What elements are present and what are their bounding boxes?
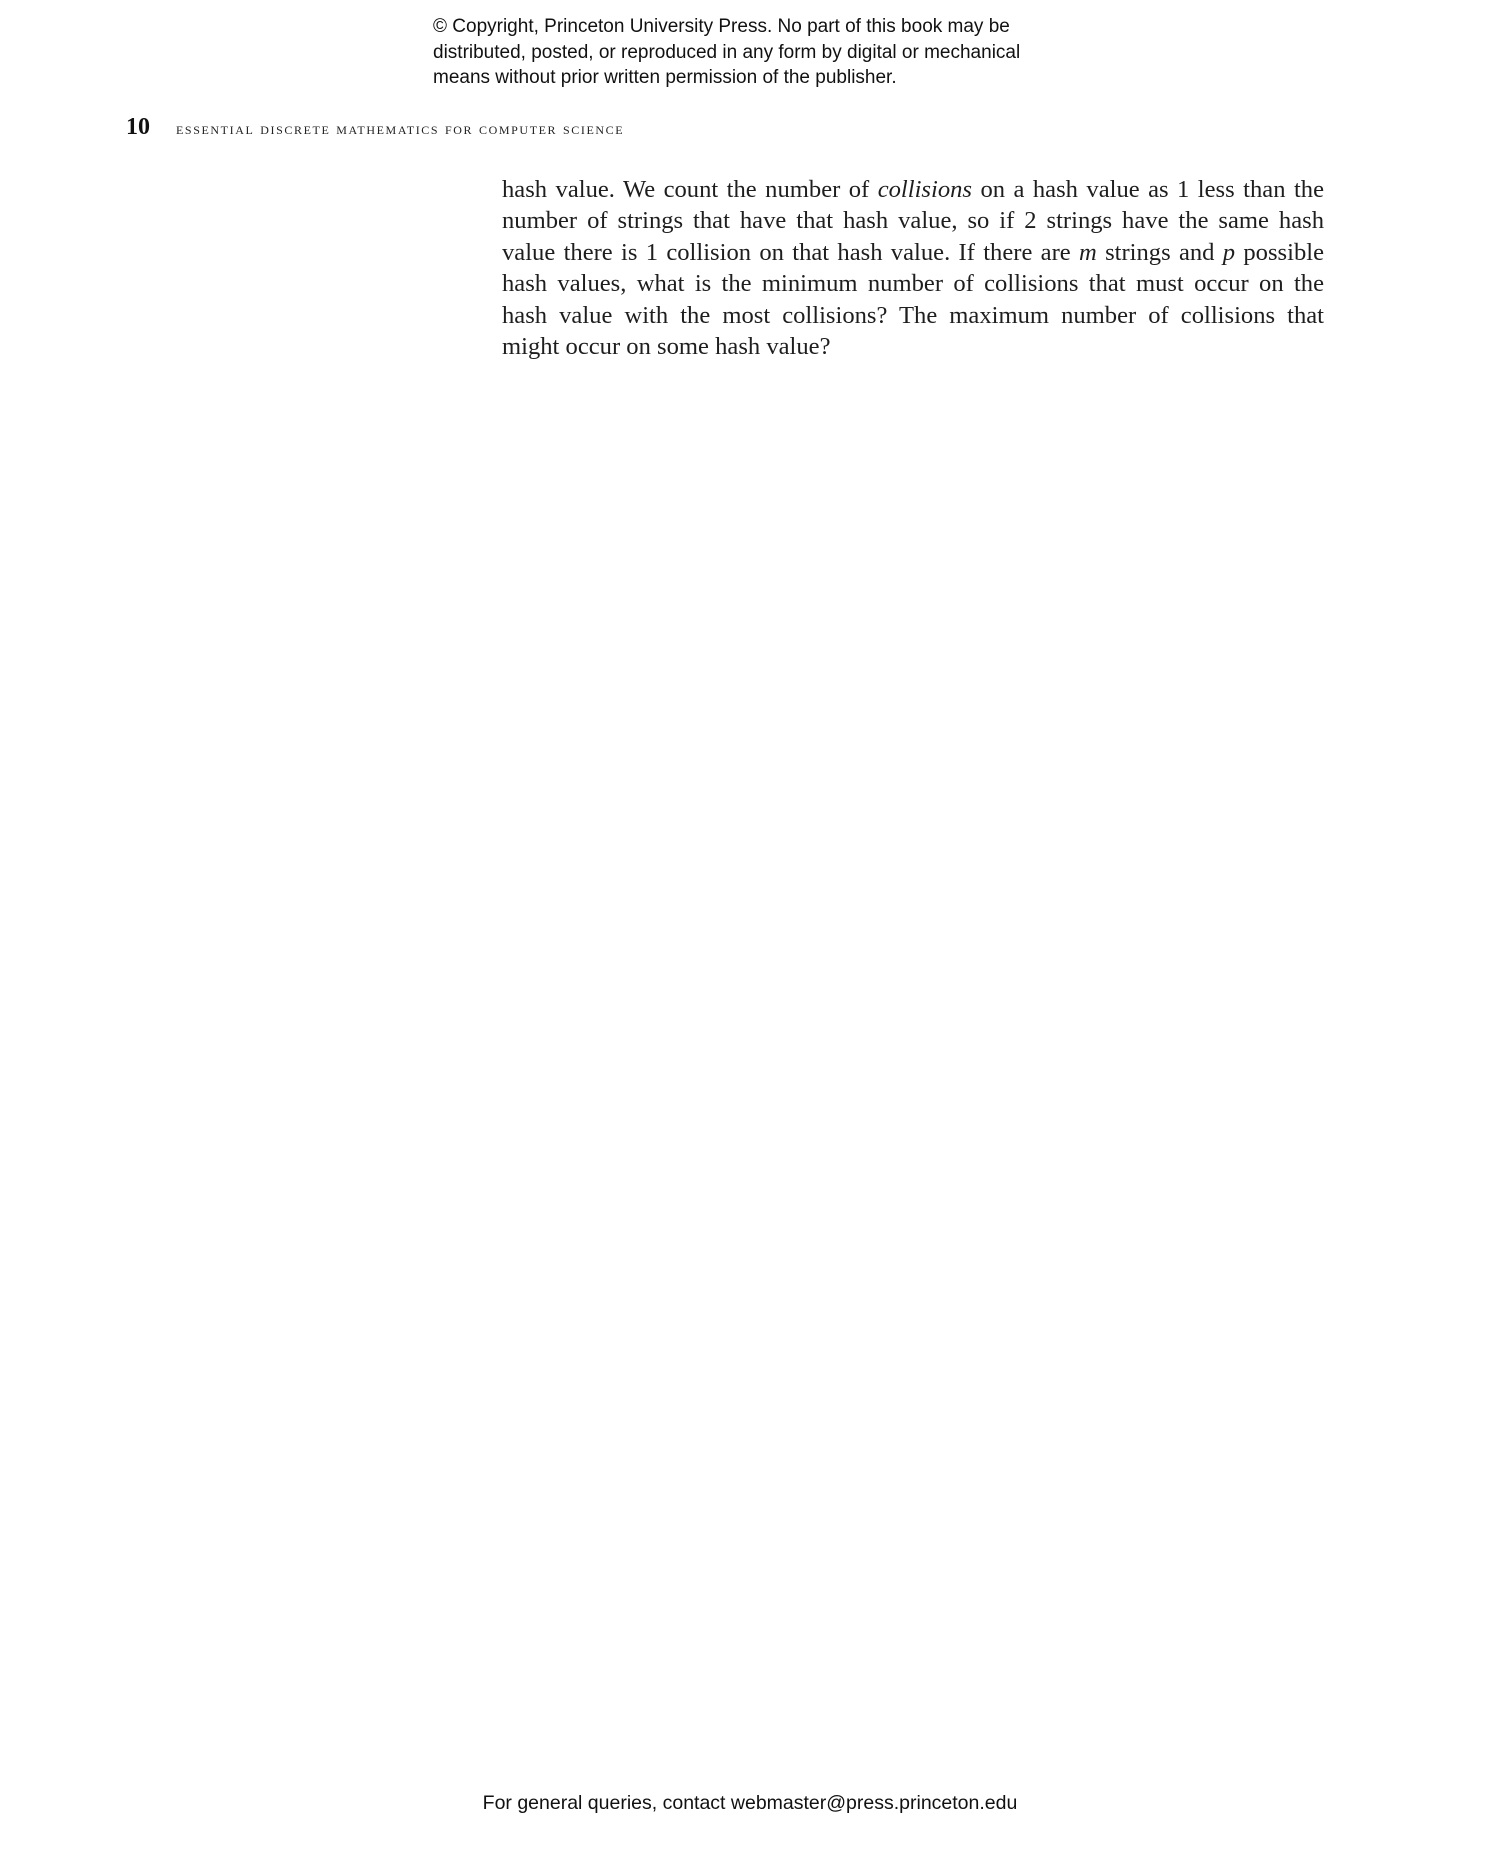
- footer-contact: For general queries, contact webmaster@press.princeton.edu: [482, 1792, 1018, 1814]
- copyright-line: distributed, posted, or reproduced in any form by digital or mechanical: [433, 41, 1021, 63]
- body-text-segment: strings and: [1096, 238, 1223, 266]
- body-text-segment: hash value. We count the number of: [502, 176, 878, 203]
- body-line: [502, 237, 1324, 268]
- running-title: essential discrete mathematics for computer science: [176, 119, 625, 138]
- page-number: 10: [126, 114, 150, 140]
- body-line: number of strings that have that hash value, so if 2 strings have the same hash: [502, 207, 1324, 235]
- body-line: hash value with the most collisions? The maximum number of collisions that: [502, 301, 1324, 329]
- copyright-notice: [433, 14, 1113, 91]
- math-variable: m: [1079, 238, 1097, 266]
- copyright-line: means without prior written permission of the publisher.: [433, 67, 897, 88]
- body-line: hash values, what is the minimum number of collisions that must occur on the: [502, 270, 1324, 298]
- running-head: [126, 114, 624, 144]
- body-text-segment: possible: [1235, 238, 1324, 266]
- body-line: might occur on some hash value?: [502, 333, 831, 361]
- copyright-line: © Copyright, Princeton University Press. No part of this book may be: [433, 16, 1010, 37]
- math-variable: p: [1222, 238, 1236, 266]
- body-paragraph: [502, 174, 1324, 362]
- body-text-segment: on a hash value as 1 less than the: [971, 176, 1324, 203]
- body-line: [502, 174, 1324, 205]
- italic-term: collisions: [877, 176, 972, 203]
- body-text-segment: value there is 1 collision on that hash value. If there are: [502, 238, 1079, 266]
